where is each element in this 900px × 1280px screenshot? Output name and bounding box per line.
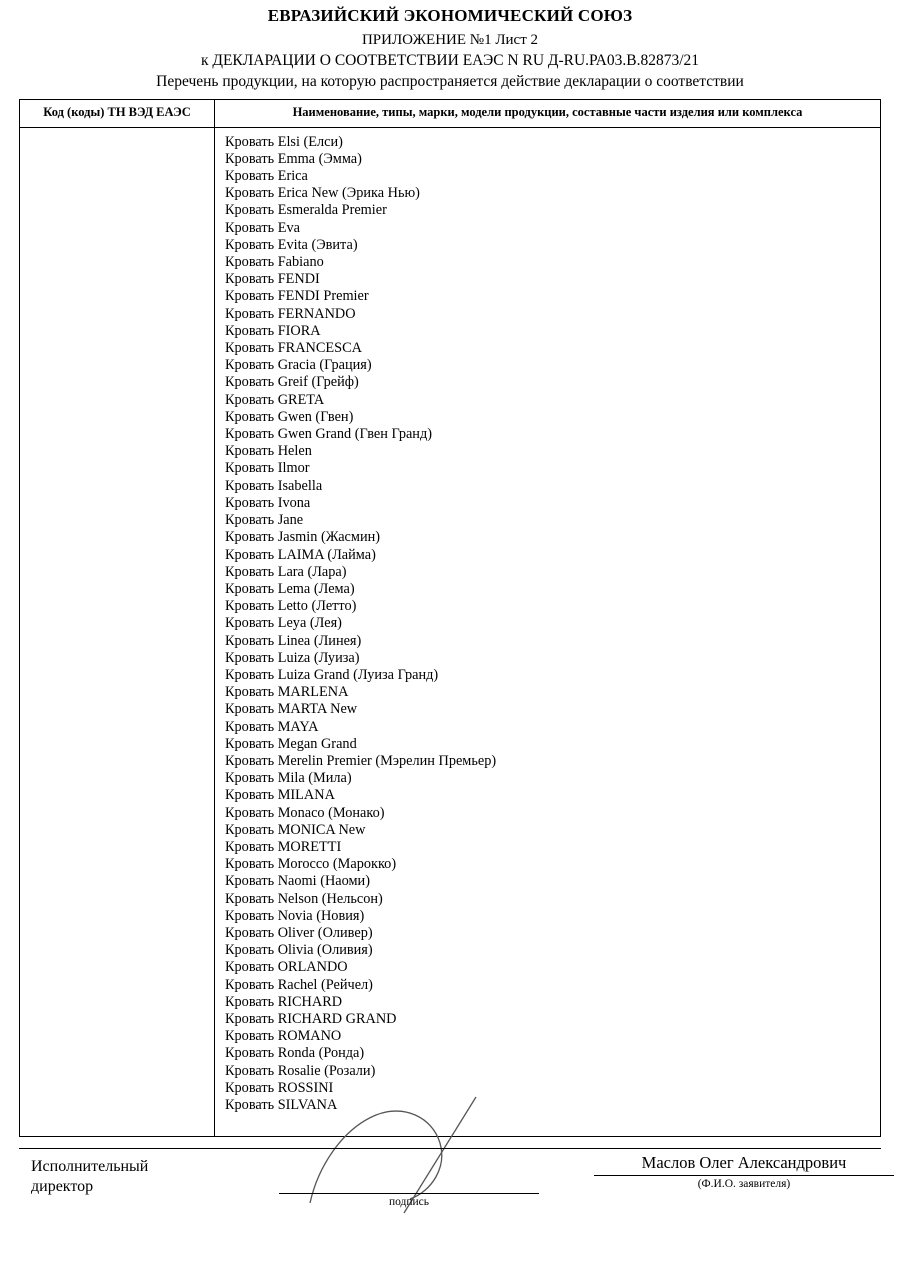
list-item: Кровать Oliver (Оливер) [225, 924, 373, 941]
list-item: Кровать ROMANO [225, 1028, 342, 1045]
list-item: Кровать Helen [225, 443, 312, 460]
list-item: Кровать MILANA [225, 787, 335, 804]
page-title: ЕВРАЗИЙСКИЙ ЭКОНОМИЧЕСКИЙ СОЮЗ [267, 6, 633, 25]
signature-field [279, 1159, 539, 1208]
document-header [0, 0, 900, 91]
signatory-position [31, 1157, 251, 1197]
list-item: Кровать FIORA [225, 322, 321, 339]
signatory-position-line2: директор [31, 1178, 94, 1195]
list-item: Кровать Greif (Грейф) [225, 374, 359, 391]
product-list [225, 134, 876, 1115]
cell-code-value [20, 127, 215, 1136]
list-item: Кровать FRANCESCA [225, 340, 362, 357]
list-item: Кровать Letto (Летто) [225, 598, 357, 615]
list-item: Кровать GRETA [225, 391, 325, 408]
list-item: Кровать MAYA [225, 718, 319, 735]
list-item: Кровать Nelson (Нельсон) [225, 890, 383, 907]
list-item: Кровать Ronda (Ронда) [225, 1045, 365, 1062]
list-item: Кровать Evita (Эвита) [225, 236, 358, 253]
list-item: Кровать Erica New (Эрика Нью) [225, 185, 420, 202]
list-item: Кровать Esmeralda Premier [225, 202, 387, 219]
list-item: Кровать Merelin Premier (Мэрелин Премьер) [225, 752, 497, 769]
list-item: Кровать Luiza Grand (Луиза Гранд) [225, 666, 439, 683]
list-item: Кровать SILVANA [225, 1097, 338, 1113]
list-item: Кровать Morocco (Марокко) [225, 856, 397, 873]
list-item: Кровать Gwen Grand (Гвен Гранд) [225, 426, 432, 443]
list-item: Кровать FERNANDO [225, 305, 356, 322]
applicant-caption: (Ф.И.О. заявителя) [697, 1178, 791, 1190]
cell-product-list [215, 127, 881, 1136]
list-item: Кровать LAIMA (Лайма) [225, 546, 376, 563]
list-item: Кровать ROSSINI [225, 1079, 334, 1096]
list-item: Кровать Erica [225, 168, 308, 185]
table-header [20, 100, 881, 128]
list-item: Кровать Lema (Лема) [225, 580, 355, 597]
product-table [19, 99, 881, 1137]
list-item: Кровать RICHARD GRAND [225, 1010, 397, 1027]
list-item: Кровать Leya (Лея) [225, 615, 342, 632]
list-item: Кровать ORLANDO [225, 959, 348, 976]
list-item: Кровать RICHARD [225, 993, 343, 1010]
list-item: Кровать Linea (Линея) [225, 632, 362, 649]
table-body [20, 127, 881, 1136]
document-footer [0, 1148, 900, 1229]
list-item: Кровать Ivona [225, 494, 311, 511]
list-item: Кровать Lara (Лара) [225, 563, 347, 580]
list-item: Кровать Naomi (Наоми) [225, 873, 370, 890]
list-item: Кровать Gwen (Гвен) [225, 408, 354, 425]
list-item: Кровать MORETTI [225, 838, 342, 855]
signatory-position-line1: Исполнительный [31, 1158, 149, 1175]
applicant-name: Маслов Олег Александрович [641, 1153, 847, 1172]
document-subtitle: Перечень продукции, на которую распространяется действие декларации о соответствии [156, 73, 744, 90]
declaration-reference: к ДЕКЛАРАЦИИ О СООТВЕТСТВИИ ЕАЭС N RU Д-RU.РА03.В.82873/21 [200, 52, 700, 69]
appendix-label: ПРИЛОЖЕНИЕ №1 Лист 2 [361, 32, 539, 48]
column-header-code: Код (коды) ТН ВЭД ЕАЭС [20, 100, 215, 128]
list-item: Кровать Gracia (Грация) [225, 357, 372, 374]
column-header-product-name: Наименование, типы, марки, модели продукции, составные части изделия или комплекса [215, 100, 881, 128]
signature-caption: подпись [388, 1196, 430, 1208]
list-item: Кровать FENDI [225, 271, 320, 288]
list-item: Кровать Rachel (Рейчел) [225, 976, 373, 993]
list-item: Кровать Rosalie (Розали) [225, 1062, 376, 1079]
list-item: Кровать Ilmor [225, 460, 310, 477]
list-item: Кровать Mila (Мила) [225, 770, 352, 787]
table-row [20, 127, 881, 1136]
list-item: Кровать MONICA New [225, 821, 366, 838]
list-item: Кровать Eva [225, 219, 300, 236]
footer-row [19, 1149, 881, 1229]
list-item: Кровать Jasmin (Жасмин) [225, 529, 381, 546]
list-item: Кровать FENDI Premier [225, 288, 369, 305]
list-item: Кровать Fabiano [225, 254, 324, 271]
list-item: Кровать Elsi (Елси) [225, 133, 343, 150]
signature-line [279, 1159, 539, 1194]
list-item: Кровать MARLENA [225, 684, 349, 701]
list-item: Кровать Megan Grand [225, 735, 357, 752]
list-item: Кровать Emma (Эмма) [225, 150, 362, 167]
table-header-row [20, 100, 881, 128]
list-item: Кровать Isabella [225, 477, 323, 494]
list-item: Кровать Monaco (Монако) [225, 804, 385, 821]
list-item: Кровать Novia (Новия) [225, 907, 365, 924]
list-item: Кровать Luiza (Луиза) [225, 649, 360, 666]
list-item: Кровать Olivia (Оливия) [225, 942, 373, 959]
applicant-field [579, 1153, 900, 1190]
list-item: Кровать MARTA New [225, 701, 358, 718]
list-item: Кровать Jane [225, 512, 304, 529]
